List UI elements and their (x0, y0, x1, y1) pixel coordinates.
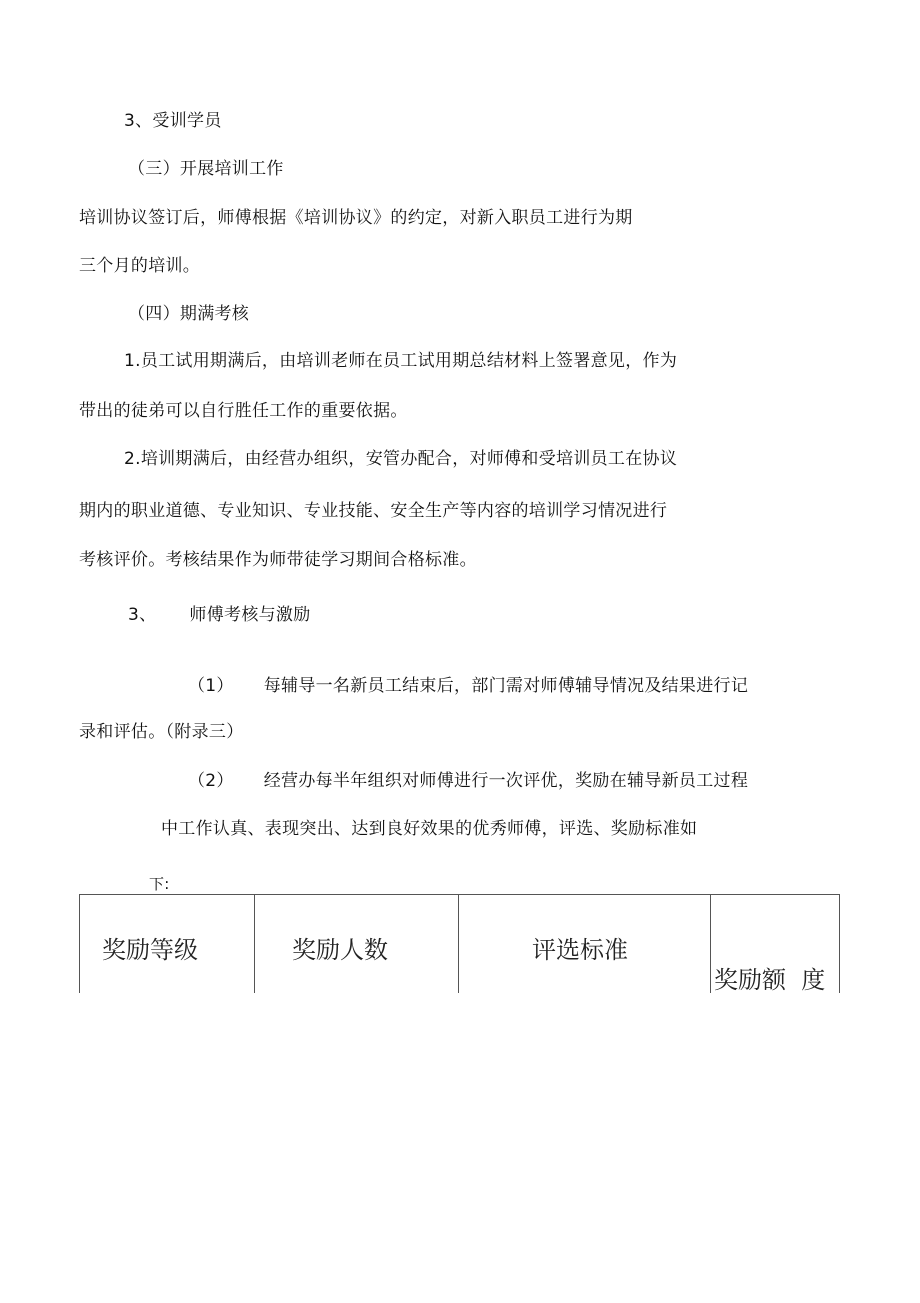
header-reward-level: 奖励等级 (102, 936, 198, 964)
section-number: 3、 (124, 111, 153, 131)
header-selection-criteria: 评选标准 (532, 936, 628, 964)
section-heading-assessment: （四）期满考核 (128, 304, 250, 324)
paragraph-line: 培训协议签订后，师傅根据《培训协议》的约定，对新入职员工进行为期 (79, 208, 633, 228)
section-title: 受训学员 (152, 111, 222, 131)
section-number: 3、 (128, 605, 157, 625)
table-header-cell (80, 895, 255, 994)
section-heading-mentor-incentive (128, 604, 311, 626)
reward-standard-table (79, 894, 840, 993)
paragraph-line: 期内的职业道德、专业知识、专业技能、安全生产等内容的培训学习情况进行 (79, 501, 668, 521)
paragraph-line: 2.培训期满后，由经营办组织，安管办配合，对师傅和受培训员工在协议 (124, 449, 678, 469)
list-number: （2） (188, 771, 234, 791)
table-header-cell (255, 895, 459, 994)
list-text: 每辅导一名新员工结束后，部门需对师傅辅导情况及结果进行记 (263, 676, 749, 696)
paragraph-line: 三个月的培训。 (79, 256, 201, 276)
paragraph-line: 中工作认真、表现突出、达到良好效果的优秀师傅，评选、奖励标准如 (161, 819, 698, 839)
table-header-cell (711, 895, 840, 994)
section-heading-training-work: （三）开展培训工作 (128, 159, 284, 179)
paragraph-line: 下: (149, 875, 170, 893)
list-item-2 (188, 770, 748, 792)
header-reward-amount: 奖励额 度 (714, 966, 826, 994)
paragraph-line: 1.员工试用期满后，由培训老师在员工试用期总结材料上签署意见，作为 (124, 351, 678, 371)
paragraph-line: 录和评估。（附录三） (79, 722, 244, 742)
list-item-1 (188, 675, 748, 697)
section-heading-trainees (124, 110, 222, 132)
table-header-row (80, 895, 840, 994)
header-reward-count: 奖励人数 (292, 936, 388, 964)
table-header-cell (459, 895, 711, 994)
list-text: 经营办每半年组织对师傅进行一次评优，奖励在辅导新员工过程 (263, 771, 749, 791)
paragraph-line: 考核评价。考核结果作为师带徒学习期间合格标准。 (79, 550, 477, 570)
list-number: （1） (188, 676, 234, 696)
section-title: 师傅考核与激励 (189, 605, 311, 625)
paragraph-line: 带出的徒弟可以自行胜任工作的重要依据。 (79, 401, 408, 421)
